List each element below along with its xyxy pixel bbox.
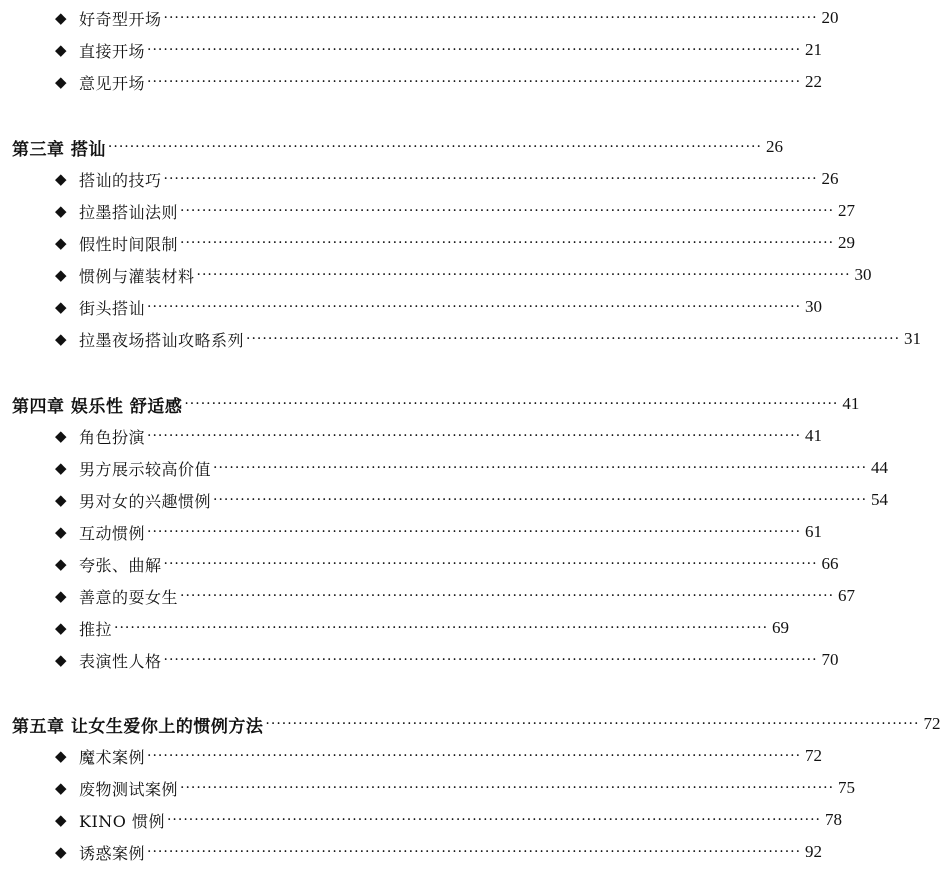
section-title: 角色扮演 xyxy=(79,427,146,447)
dot-leader: ························································································································ xyxy=(147,748,802,764)
page-number: 41 xyxy=(805,426,823,445)
page-number: 30 xyxy=(805,297,823,316)
dot-leader: ························································································································ xyxy=(147,524,802,540)
dot-leader: ························································································································ xyxy=(163,556,818,572)
page-number: 26 xyxy=(765,137,783,156)
dot-leader: ························································································································ xyxy=(163,10,818,26)
toc-item-row xyxy=(0,550,839,578)
section-title: 夸张、曲解 xyxy=(79,555,162,575)
section-title: 搭讪的技巧 xyxy=(79,170,162,190)
diamond-bullet-icon: ◆ xyxy=(55,298,67,316)
diamond-bullet-icon: ◆ xyxy=(55,202,67,220)
diamond-bullet-icon: ◆ xyxy=(55,330,67,348)
dot-leader: ························································································································ xyxy=(180,588,835,604)
section-title: 表演性人格 xyxy=(79,651,162,671)
page-number: 22 xyxy=(805,72,823,91)
page-number: 41 xyxy=(842,394,860,413)
section-title: 废物测试案例 xyxy=(79,779,179,799)
page-number: 69 xyxy=(772,618,790,637)
page-number: 67 xyxy=(838,586,856,605)
section-title: 魔术案例 xyxy=(79,747,146,767)
page-number: 66 xyxy=(821,554,839,573)
page-number: 31 xyxy=(904,329,922,348)
section-title: 推拉 xyxy=(79,619,113,639)
toc-item-row xyxy=(0,614,790,642)
diamond-bullet-icon: ◆ xyxy=(55,587,67,605)
chapter-title: 第五章 让女生爱你上的惯例方法 xyxy=(12,716,264,737)
diamond-bullet-icon: ◆ xyxy=(55,170,67,188)
toc-item-row xyxy=(0,165,839,193)
dot-leader: ························································································································ xyxy=(163,171,818,187)
diamond-bullet-icon: ◆ xyxy=(55,811,67,829)
section-title: 直接开场 xyxy=(79,41,146,61)
toc-chapter-row xyxy=(0,710,940,738)
page-number: 30 xyxy=(854,265,872,284)
page-number: 61 xyxy=(805,522,823,541)
diamond-bullet-icon: ◆ xyxy=(55,779,67,797)
diamond-bullet-icon: ◆ xyxy=(55,843,67,861)
page-number: 44 xyxy=(871,458,889,477)
page-number: 54 xyxy=(871,490,889,509)
section-title: 男对女的兴趣惯例 xyxy=(79,491,212,511)
section-title: 诱惑案例 xyxy=(79,843,146,863)
page-number: 27 xyxy=(838,201,856,220)
dot-leader: ························································································································ xyxy=(180,235,835,251)
diamond-bullet-icon: ◆ xyxy=(55,651,67,669)
toc-item-row xyxy=(0,68,823,96)
dot-leader: ························································································································ xyxy=(107,139,762,155)
toc-chapter-row xyxy=(0,390,860,418)
toc-item-row xyxy=(0,454,889,482)
page-number: 92 xyxy=(805,842,823,861)
diamond-bullet-icon: ◆ xyxy=(55,523,67,541)
toc-item-row xyxy=(0,518,823,546)
diamond-bullet-icon: ◆ xyxy=(55,619,67,637)
toc-item-row xyxy=(0,742,823,770)
toc-item-row xyxy=(0,486,889,514)
section-title: 善意的耍女生 xyxy=(79,587,179,607)
section-title: 男方展示较高价值 xyxy=(79,459,212,479)
dot-leader: ························································································································ xyxy=(147,299,802,315)
dot-leader: ························································································································ xyxy=(147,74,802,90)
toc-item-row xyxy=(0,229,856,257)
toc-item-row xyxy=(0,646,839,674)
toc-item-row xyxy=(0,36,823,64)
toc-item-row xyxy=(0,325,922,353)
toc-item-row xyxy=(0,806,843,834)
diamond-bullet-icon: ◆ xyxy=(55,747,67,765)
section-title: 拉墨搭讪法则 xyxy=(79,202,179,222)
diamond-bullet-icon: ◆ xyxy=(55,427,67,445)
page-number: 20 xyxy=(821,8,839,27)
dot-leader: ························································································································ xyxy=(166,812,822,828)
dot-leader: ························································································································ xyxy=(213,492,868,508)
dot-leader: ························································································································ xyxy=(246,331,901,347)
section-title: KINO 惯例 xyxy=(79,811,165,831)
diamond-bullet-icon: ◆ xyxy=(55,459,67,477)
section-title: 假性时间限制 xyxy=(79,234,179,254)
page-number: 78 xyxy=(825,810,843,829)
page-number: 26 xyxy=(821,169,839,188)
toc-item-row xyxy=(0,261,872,289)
page-number: 72 xyxy=(923,714,940,733)
section-title: 好奇型开场 xyxy=(79,9,162,29)
dot-leader: ························································································································ xyxy=(180,780,835,796)
section-title: 街头搭讪 xyxy=(79,298,146,318)
chapter-title: 第三章 搭讪 xyxy=(12,139,106,160)
toc-item-row xyxy=(0,774,856,802)
chapter-title: 第四章 娱乐性 舒适感 xyxy=(12,396,183,417)
dot-leader: ························································································································ xyxy=(184,396,839,412)
dot-leader: ························································································································ xyxy=(147,42,802,58)
dot-leader: ························································································································ xyxy=(147,428,802,444)
toc-item-row xyxy=(0,293,823,321)
page-number: 75 xyxy=(838,778,856,797)
page-number: 29 xyxy=(838,233,856,252)
toc-chapter-row xyxy=(0,133,783,161)
diamond-bullet-icon: ◆ xyxy=(55,491,67,509)
section-title: 拉墨夜场搭讪攻略系列 xyxy=(79,330,245,350)
section-title: 意见开场 xyxy=(79,73,146,93)
toc-item-row xyxy=(0,838,823,866)
diamond-bullet-icon: ◆ xyxy=(55,234,67,252)
page-number: 21 xyxy=(805,40,823,59)
toc-item-row xyxy=(0,197,856,225)
toc-item-row xyxy=(0,4,839,32)
page-number: 72 xyxy=(805,746,823,765)
dot-leader: ························································································································ xyxy=(163,652,818,668)
diamond-bullet-icon: ◆ xyxy=(55,9,67,27)
dot-leader: ························································································································ xyxy=(196,267,851,283)
dot-leader: ························································································································ xyxy=(213,460,868,476)
dot-leader: ························································································································ xyxy=(114,620,769,636)
toc-item-row xyxy=(0,422,823,450)
diamond-bullet-icon: ◆ xyxy=(55,266,67,284)
diamond-bullet-icon: ◆ xyxy=(55,73,67,91)
section-title: 互动惯例 xyxy=(79,523,146,543)
dot-leader: ························································································································ xyxy=(147,844,802,860)
dot-leader: ························································································································ xyxy=(180,203,835,219)
diamond-bullet-icon: ◆ xyxy=(55,555,67,573)
section-title: 惯例与灌装材料 xyxy=(79,266,195,286)
dot-leader: ························································································································ xyxy=(265,716,920,732)
page-number: 70 xyxy=(821,650,839,669)
toc-item-row xyxy=(0,582,856,610)
diamond-bullet-icon: ◆ xyxy=(55,41,67,59)
